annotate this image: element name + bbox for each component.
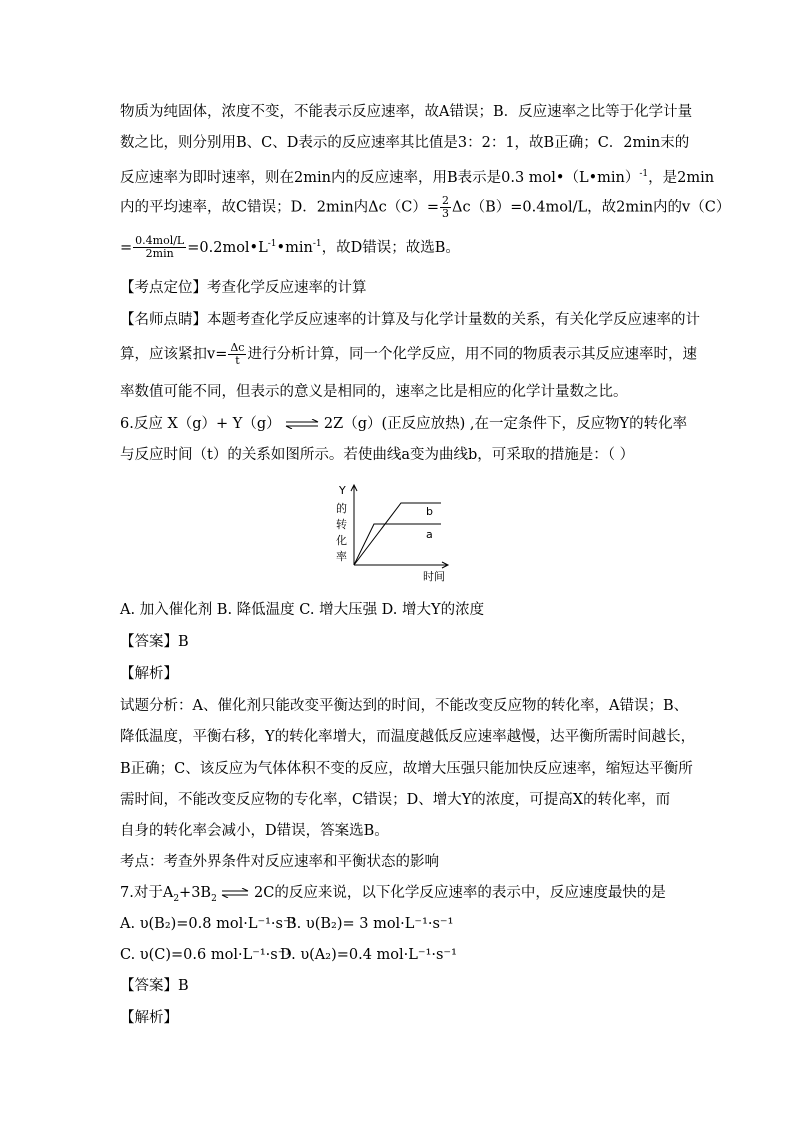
- text-span: Δc（B）=0.4mol/L，故2min内的v（C）: [452, 199, 731, 216]
- options-row: [120, 945, 680, 965]
- text-line: 【解析】: [120, 1010, 178, 1026]
- option-c: C. υ(C)=0.6 mol·L⁻¹·s⁻¹: [120, 947, 292, 963]
- text-span: +3B: [179, 885, 212, 901]
- text-span: 内的平均速率，故C错误；D．2min内Δc（C）=: [120, 199, 440, 216]
- figure-y-label-char: 化: [336, 534, 347, 547]
- text-line: 自身的转化率会减小，D错误，答案选B。: [120, 823, 389, 839]
- text-span: 7.对于A: [120, 885, 174, 901]
- text-span: 进行分析计算，同一个化学反应，用不同的物质表示其反应速率时，速: [247, 346, 697, 363]
- subscript: 2: [211, 893, 217, 904]
- text-line: 与反应时间（t）的关系如图所示。若使曲线a变为曲线b，可采取的措施是：（ ）: [120, 447, 635, 463]
- fraction: [133, 235, 186, 260]
- fraction-denominator: t: [235, 354, 240, 367]
- fraction-numerator: Δc: [230, 341, 245, 354]
- text-line: 物质为纯固体，浓度不变，不能表示反应速率，故A错误；B．反应速率之比等于化学计量: [120, 104, 693, 120]
- text-line: [120, 194, 731, 220]
- fraction-denominator: 2min: [145, 247, 174, 261]
- superscript: -1: [312, 239, 322, 249]
- curve-a-label: a: [426, 528, 433, 541]
- fraction: [440, 195, 451, 220]
- text-line: 降低温度，平衡右移，Y的转化率增大，而温度越低反应速率越慢，达平衡所需时间越长，: [120, 729, 696, 745]
- equilibrium-arrow-icon: [285, 419, 319, 429]
- figure-y-label-char: Y: [339, 484, 346, 497]
- text-span: 反应速率为即时速率，则在2min内的反应速率，用B表示是0.3 mol•（L•min）: [120, 169, 640, 186]
- option-b: B. υ(B₂)= 3 mol·L⁻¹·s⁻¹: [286, 916, 454, 932]
- text-span: 2Z（g）(正反应放热) ,在一定条件下，反应物Y的转化率: [323, 416, 688, 432]
- text-line: 数之比，则分别用B、C、D表示的反应速率其比值是3：2：1，故B正确；C．2min末的: [120, 135, 690, 151]
- text-line: [120, 414, 688, 434]
- text-span: =0.2mol•L: [187, 239, 268, 256]
- text-line: [120, 341, 697, 367]
- superscript: -1: [267, 239, 277, 249]
- text-span: 6.反应 X（g）+ Y（g）: [120, 416, 281, 432]
- equilibrium-arrow-icon: [221, 888, 249, 898]
- text-line: 【答案】B: [120, 978, 189, 994]
- text-span: 算，应该紧扣v=: [120, 346, 228, 363]
- text-line: [120, 164, 715, 188]
- text-line: 试题分析：A、催化剂只能改变平衡达到的时间，不能改变反应物的转化率，A错误；B、: [120, 698, 689, 714]
- figure-x-label: 时间: [423, 570, 445, 583]
- text-line: A. 加入催化剂 B. 降低温度 C. 增大压强 D. 增大Y的浓度: [120, 602, 485, 618]
- curve-b-label: b: [426, 505, 433, 518]
- text-span: ，故D错误；故选B。: [321, 239, 460, 256]
- option-d: D. υ(A₂)=0.4 mol·L⁻¹·s⁻¹: [280, 947, 457, 963]
- fraction-numerator: 0.4mol/L: [135, 234, 185, 248]
- text-line: 【解析】: [120, 666, 178, 682]
- text-line: 需时间，不能改变反应物的专化率，C错误；D、增大Y的浓度，可提高X的转化率，而: [120, 792, 671, 808]
- text-line: 【答案】B: [120, 634, 189, 650]
- superscript: -1: [639, 169, 649, 179]
- conversion-rate-figure: [330, 482, 460, 584]
- text-line: 考点：考查外界条件对反应速率和平衡状态的影响: [120, 854, 439, 870]
- fraction-denominator: 3: [442, 207, 450, 220]
- text-line: B正确；C、该反应为气体体积不变的反应，故增大压强只能加快反应速率，缩短达平衡所: [120, 761, 693, 777]
- options-row: [120, 914, 680, 934]
- text-span: 2C的反应来说，以下化学反应速率的表示中，反应速度最快的是: [254, 885, 666, 901]
- figure-y-label-char: 转: [336, 518, 347, 531]
- text-line: 【考点定位】考查化学反应速率的计算: [120, 280, 367, 296]
- text-span: =: [120, 239, 133, 256]
- fraction: [228, 342, 246, 367]
- fraction-numerator: 2: [442, 194, 450, 207]
- subscript: 2: [173, 893, 180, 904]
- figure-y-label-char: 率: [336, 550, 347, 563]
- text-line: 率数值可能不同，但表示的意义是相同的，速率之比是相应的化学计量数之比。: [120, 384, 628, 400]
- text-line: [120, 234, 680, 260]
- text-line: [120, 883, 680, 909]
- text-line: 【名师点睛】本题考查化学反应速率的计算及与化学计量数的关系，有关化学反应速率的计: [120, 312, 700, 328]
- text-span: ，是2min: [648, 169, 715, 186]
- figure-y-label-char: 的: [336, 502, 347, 515]
- option-a: A. υ(B₂)=0.8 mol·L⁻¹·s⁻¹: [120, 916, 297, 932]
- text-span: •min: [276, 239, 313, 256]
